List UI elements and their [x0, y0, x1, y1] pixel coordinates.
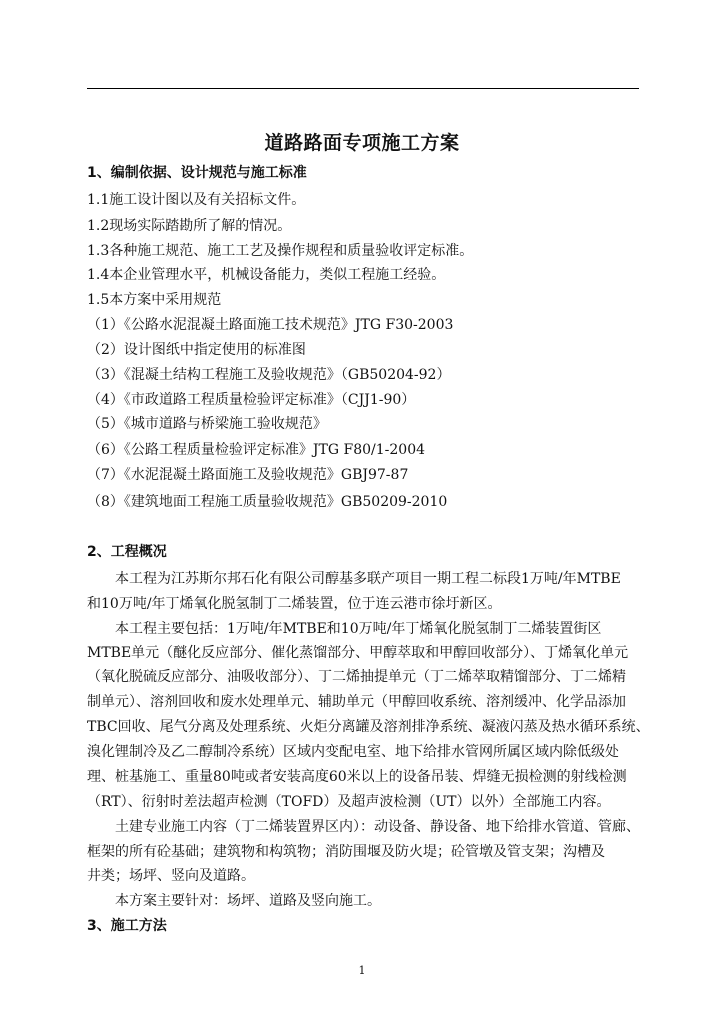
overview-paragraph-3-line-1: 土建专业施工内容（丁二烯装置界区内）：动设备、静设备、地下给排水管道、管廊、	[115, 819, 640, 835]
overview-paragraph-3-line-3: 井类；场坪、竖向及道路。	[87, 868, 255, 884]
basis-item-1-5: 1.5本方案中采用规范	[87, 292, 222, 308]
overview-paragraph-1-line-1: 本工程为江苏斯尔邦石化有限公司醇基多联产项目一期工程二标段1万吨/年MTBE	[115, 571, 621, 587]
overview-paragraph-4: 本方案主要针对：场坪、道路及竖向施工。	[115, 893, 381, 909]
standard-item-2: （2）设计图纸中指定使用的标准图	[87, 342, 306, 358]
standard-item-1: （1）《公路水泥混凝土路面施工技术规范》JTG F30-2003	[87, 317, 454, 333]
overview-paragraph-2-line-1: 本工程主要包括：1万吨/年MTBE和10万吨/年丁烯氧化脱氢制丁二烯装置街区	[115, 621, 602, 637]
overview-paragraph-2-line-6: 溴化锂制冷及乙二醇制冷系统）区域内变配电室、地下给排水管网所属区域内除低级处	[87, 744, 619, 760]
page-number: 1	[358, 964, 366, 977]
overview-paragraph-1-line-2: 和10万吨/年丁烯氧化脱氢制丁二烯装置，位于连云港市徐圩新区。	[87, 596, 502, 612]
overview-paragraph-3-line-2: 框架的所有砼基础；建筑物和构筑物；消防围堰及防火堤；砼管墩及管支架；沟槽及	[87, 844, 605, 860]
header-rule	[87, 88, 639, 89]
section-3-heading: 3、施工方法	[87, 918, 167, 934]
overview-paragraph-2-line-2: MTBE单元（醚化反应部分、催化蒸馏部分、甲醇萃取和甲醇回收部分）、丁烯氧化单元	[87, 645, 629, 661]
overview-paragraph-2-line-7: 理、桩基施工、重量80吨或者安装高度60米以上的设备吊装、焊缝无损检测的射线检测	[87, 769, 627, 785]
section-2-heading: 2、工程概况	[87, 544, 167, 560]
basis-item-1-2: 1.2现场实际踏勘所了解的情况。	[87, 218, 292, 234]
standard-item-7: （7）《水泥混凝土路面施工及验收规范》GBJ97-87	[87, 467, 409, 483]
standard-item-4: （4）《市政道路工程质量检验评定标准》（CJJ1-90）	[87, 392, 416, 408]
standard-item-6: （6）《公路工程质量检验评定标准》JTG F80/1-2004	[87, 442, 426, 458]
overview-paragraph-2-line-5: TBC回收、尾气分离及处理系统、火炬分离罐及溶剂排净系统、凝液闪蒸及热水循环系统、	[87, 719, 650, 735]
overview-paragraph-2-line-4: 制单元）、溶剂回收和废水处理单元、辅助单元（甲醇回收系统、溶剂缓冲、化学品添加	[87, 694, 626, 710]
basis-item-1-3: 1.3各种施工规范、施工工艺及操作规程和质量验收评定标准。	[87, 243, 474, 259]
section-1-heading: 1、编制依据、设计规范与施工标准	[87, 165, 307, 181]
overview-paragraph-2-line-8: （RT）、衍射时差法超声检测（TOFD）及超声波检测（UT）以外）全部施工内容。	[87, 794, 611, 810]
standard-item-3: （3）《混凝土结构工程施工及验收规范》（GB50204-92）	[87, 367, 451, 383]
basis-item-1-4: 1.4本企业管理水平，机械设备能力，类似工程施工经验。	[87, 267, 446, 283]
overview-paragraph-2-line-3: （氧化脱硫反应部分、油吸收部分）、丁二烯抽提单元（丁二烯萃取精馏部分、丁二烯精	[87, 669, 626, 685]
basis-item-1-1: 1.1施工设计图以及有关招标文件。	[87, 192, 306, 208]
standard-item-5: （5）《城市道路与桥梁施工验收规范》	[87, 416, 327, 432]
document-title: 道路路面专项施工方案	[264, 132, 460, 154]
standard-item-8: （8）《建筑地面工程施工质量验收规范》GB50209-2010	[87, 494, 448, 510]
